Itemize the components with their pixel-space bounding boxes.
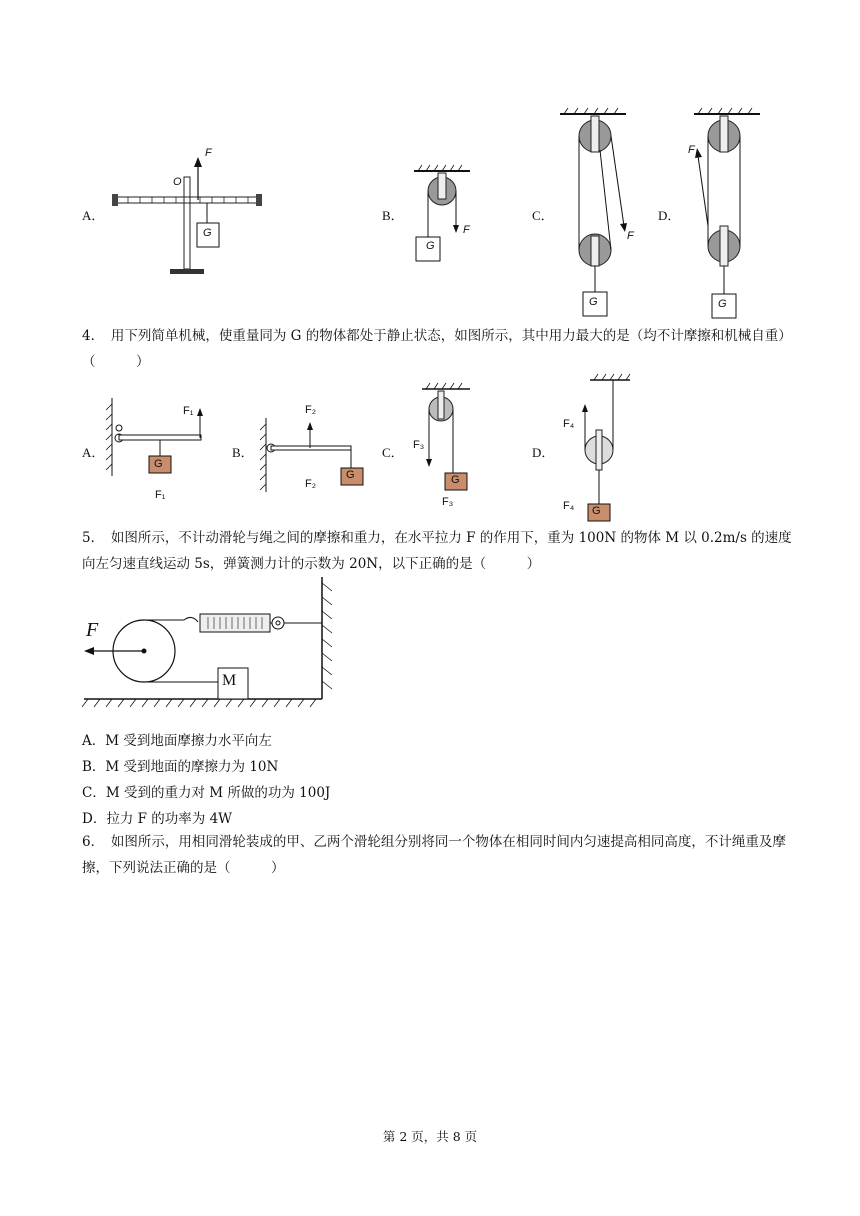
q3-d-force-label: F [688, 144, 695, 156]
q3-figure-c [560, 108, 650, 318]
q6-stem: 6． 如图所示，用相同滑轮装成的甲、乙两个滑轮组分别将同一个物体在相同时间内匀速提高相同高度，不计绳重及摩擦，下列说法正确的是（ ） [82, 834, 786, 876]
q3-a-pivot-label: O [173, 176, 182, 188]
q4-c-force-below-label: F₃ [442, 496, 454, 508]
q4-option-b-label: B． [232, 445, 254, 460]
q3-option-d-label: D． [658, 208, 681, 223]
page-footer: 第 2 页，共 8 页 [382, 1129, 478, 1144]
q3-figure-d [688, 108, 768, 320]
q4-stem: 4． 用下列简单机械，使重量同为 G 的物体都处于静止状态，如图所示，其中用力最大的是（均不计摩擦和机械自重）（ ） [82, 328, 792, 370]
q4-b-force-label: F₂ [305, 404, 316, 416]
q5-answer-c: C．M 受到的重力对 M 所做的功为 100J [82, 785, 331, 801]
q3-a-weight-label: G [203, 227, 212, 239]
q3-a-force-label: F [205, 147, 212, 159]
q4-d-weight-label: G [592, 505, 601, 517]
q4-a-force-label: F₁ [183, 405, 194, 417]
q4-d-force-label: F₄ [563, 418, 575, 430]
q3-c-force-label: F [627, 230, 634, 242]
q5-answer-d: D．拉力 F 的功率为 4W [82, 811, 233, 827]
q4-a-weight-label: G [154, 458, 163, 470]
q3-option-c-label: C． [532, 208, 554, 223]
q4-option-a-label: A． [82, 445, 105, 460]
q5-stem: 5． 如图所示，不计动滑轮与绳之间的摩擦和重力，在水平拉力 F 的作用下，重为 100N 的物体 M 以 0.2m/s 的速度向左匀速直线运动 5s，弹簧测力计的示数为 20N，以下正确的是（ ） [82, 530, 792, 572]
q4-d-force-below-label: F₄ [563, 500, 575, 512]
q3-d-weight-label: G [718, 298, 727, 310]
q4-c-force-label: F₃ [413, 439, 425, 451]
q4-b-force-below-label: F₂ [305, 478, 316, 490]
q3-option-b-label: B． [382, 208, 404, 223]
q4-b-weight-label: G [346, 469, 355, 481]
q3-b-weight-label: G [426, 240, 435, 252]
q3-option-a-label: A． [82, 208, 105, 223]
q5-answer-a: A．M 受到地面摩擦力水平向左 [82, 733, 272, 749]
q5-force-label: F [86, 619, 99, 641]
q4-option-c-label: C． [382, 445, 404, 460]
q4-option-d-label: D． [532, 445, 555, 460]
q4-a-force-below-label: F₁ [155, 489, 166, 501]
q3-b-force-label: F [463, 224, 470, 236]
q3-c-weight-label: G [589, 296, 598, 308]
q3-figure-b [408, 165, 488, 265]
q4-c-weight-label: G [451, 474, 460, 486]
q5-answer-b: B．M 受到地面的摩擦力为 10N [82, 759, 279, 775]
q3-figure-a [110, 145, 270, 280]
q4-figure-c [414, 383, 484, 493]
q5-block-label: M [222, 672, 237, 689]
q5-figure [80, 577, 340, 707]
q4-figure-d [578, 374, 648, 522]
